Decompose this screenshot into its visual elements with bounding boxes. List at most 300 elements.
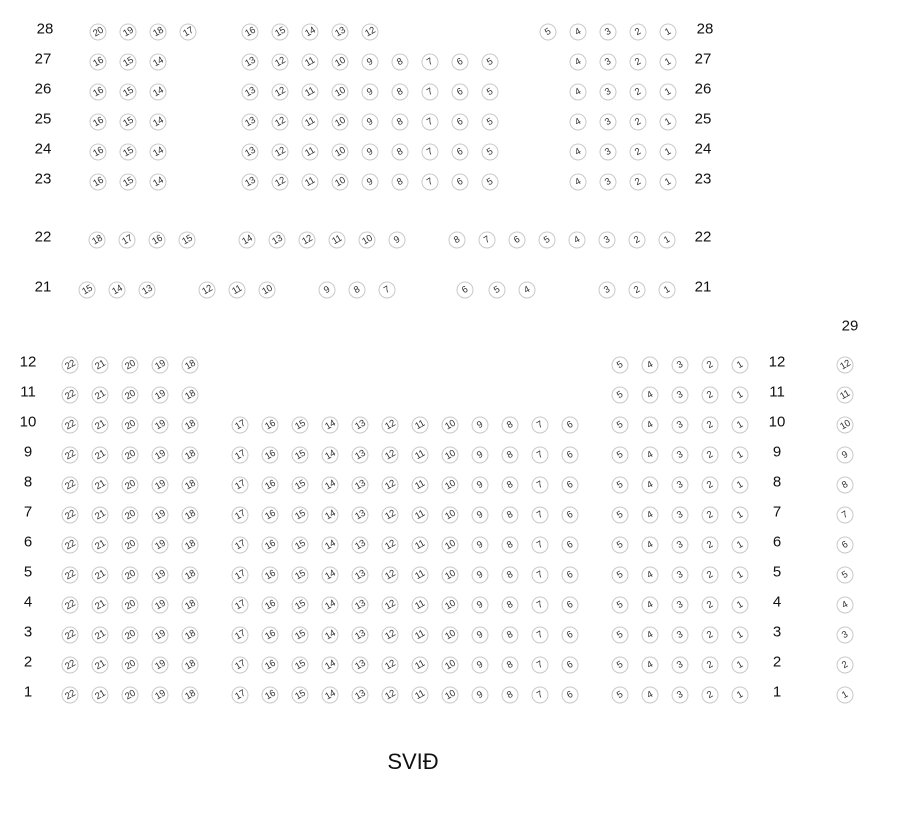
seat[interactable] bbox=[502, 567, 519, 584]
seat[interactable] bbox=[232, 597, 249, 614]
seat[interactable] bbox=[329, 232, 346, 249]
seat[interactable] bbox=[292, 567, 309, 584]
seat[interactable] bbox=[562, 687, 579, 704]
seat[interactable] bbox=[272, 174, 289, 191]
seat[interactable] bbox=[150, 114, 167, 131]
seat[interactable] bbox=[732, 597, 749, 614]
seat[interactable] bbox=[122, 387, 139, 404]
seat[interactable] bbox=[570, 144, 587, 161]
seat[interactable] bbox=[262, 657, 279, 674]
seat[interactable] bbox=[412, 567, 429, 584]
seat[interactable] bbox=[122, 537, 139, 554]
seat[interactable] bbox=[322, 417, 339, 434]
seat[interactable] bbox=[382, 597, 399, 614]
seat[interactable] bbox=[272, 84, 289, 101]
seat[interactable] bbox=[180, 24, 197, 41]
seat[interactable] bbox=[562, 657, 579, 674]
seat[interactable] bbox=[242, 24, 259, 41]
seat[interactable] bbox=[90, 114, 107, 131]
seat[interactable] bbox=[322, 627, 339, 644]
seat[interactable] bbox=[599, 232, 616, 249]
seat[interactable] bbox=[150, 54, 167, 71]
seat[interactable] bbox=[152, 447, 169, 464]
seat[interactable] bbox=[532, 477, 549, 494]
seat[interactable] bbox=[382, 537, 399, 554]
seat[interactable] bbox=[182, 687, 199, 704]
seat[interactable] bbox=[452, 54, 469, 71]
seat[interactable] bbox=[152, 477, 169, 494]
seat[interactable] bbox=[62, 567, 79, 584]
seat[interactable] bbox=[660, 144, 677, 161]
seat[interactable] bbox=[122, 687, 139, 704]
seat[interactable] bbox=[532, 687, 549, 704]
seat[interactable] bbox=[672, 537, 689, 554]
seat[interactable] bbox=[292, 417, 309, 434]
seat[interactable] bbox=[837, 387, 854, 404]
seat[interactable] bbox=[642, 537, 659, 554]
seat[interactable] bbox=[92, 387, 109, 404]
seat[interactable] bbox=[382, 567, 399, 584]
seat[interactable] bbox=[502, 537, 519, 554]
seat[interactable] bbox=[352, 687, 369, 704]
seat[interactable] bbox=[292, 537, 309, 554]
seat[interactable] bbox=[562, 537, 579, 554]
seat[interactable] bbox=[332, 114, 349, 131]
seat[interactable] bbox=[672, 627, 689, 644]
seat[interactable] bbox=[92, 657, 109, 674]
seat[interactable] bbox=[322, 657, 339, 674]
seat[interactable] bbox=[422, 144, 439, 161]
seat[interactable] bbox=[642, 597, 659, 614]
seat[interactable] bbox=[422, 174, 439, 191]
seat[interactable] bbox=[292, 627, 309, 644]
seat[interactable] bbox=[642, 507, 659, 524]
seat[interactable] bbox=[322, 477, 339, 494]
seat[interactable] bbox=[612, 357, 629, 374]
seat[interactable] bbox=[122, 507, 139, 524]
seat[interactable] bbox=[62, 417, 79, 434]
seat[interactable] bbox=[482, 84, 499, 101]
seat[interactable] bbox=[62, 357, 79, 374]
seat[interactable] bbox=[392, 174, 409, 191]
seat[interactable] bbox=[182, 417, 199, 434]
seat[interactable] bbox=[599, 282, 616, 299]
seat[interactable] bbox=[600, 174, 617, 191]
seat[interactable] bbox=[600, 114, 617, 131]
seat[interactable] bbox=[232, 657, 249, 674]
seat[interactable] bbox=[352, 417, 369, 434]
seat[interactable] bbox=[92, 567, 109, 584]
seat[interactable] bbox=[702, 357, 719, 374]
seat[interactable] bbox=[452, 144, 469, 161]
seat[interactable] bbox=[702, 417, 719, 434]
seat[interactable] bbox=[62, 537, 79, 554]
seat[interactable] bbox=[242, 174, 259, 191]
seat[interactable] bbox=[152, 597, 169, 614]
seat[interactable] bbox=[532, 537, 549, 554]
seat[interactable] bbox=[672, 357, 689, 374]
seat[interactable] bbox=[630, 174, 647, 191]
seat[interactable] bbox=[570, 84, 587, 101]
seat[interactable] bbox=[362, 84, 379, 101]
seat[interactable] bbox=[642, 657, 659, 674]
seat[interactable] bbox=[182, 627, 199, 644]
seat[interactable] bbox=[292, 447, 309, 464]
seat[interactable] bbox=[92, 597, 109, 614]
seat[interactable] bbox=[532, 447, 549, 464]
seat[interactable] bbox=[352, 447, 369, 464]
seat[interactable] bbox=[412, 477, 429, 494]
seat[interactable] bbox=[150, 144, 167, 161]
seat[interactable] bbox=[109, 282, 126, 299]
seat[interactable] bbox=[242, 144, 259, 161]
seat[interactable] bbox=[672, 687, 689, 704]
seat[interactable] bbox=[232, 537, 249, 554]
seat[interactable] bbox=[362, 24, 379, 41]
seat[interactable] bbox=[562, 447, 579, 464]
seat[interactable] bbox=[120, 114, 137, 131]
seat[interactable] bbox=[90, 54, 107, 71]
seat[interactable] bbox=[382, 687, 399, 704]
seat[interactable] bbox=[62, 387, 79, 404]
seat[interactable] bbox=[302, 174, 319, 191]
seat[interactable] bbox=[302, 144, 319, 161]
seat[interactable] bbox=[332, 144, 349, 161]
seat[interactable] bbox=[472, 537, 489, 554]
seat[interactable] bbox=[672, 417, 689, 434]
seat[interactable] bbox=[732, 447, 749, 464]
seat[interactable] bbox=[837, 357, 854, 374]
seat[interactable] bbox=[62, 447, 79, 464]
seat[interactable] bbox=[837, 567, 854, 584]
seat[interactable] bbox=[92, 507, 109, 524]
seat[interactable] bbox=[702, 507, 719, 524]
seat[interactable] bbox=[92, 627, 109, 644]
seat[interactable] bbox=[62, 657, 79, 674]
seat[interactable] bbox=[152, 507, 169, 524]
seat[interactable] bbox=[472, 507, 489, 524]
seat[interactable] bbox=[319, 282, 336, 299]
seat[interactable] bbox=[532, 567, 549, 584]
seat[interactable] bbox=[412, 687, 429, 704]
seat[interactable] bbox=[392, 84, 409, 101]
seat[interactable] bbox=[262, 597, 279, 614]
seat[interactable] bbox=[600, 54, 617, 71]
seat[interactable] bbox=[239, 232, 256, 249]
seat[interactable] bbox=[352, 477, 369, 494]
seat[interactable] bbox=[92, 477, 109, 494]
seat[interactable] bbox=[562, 417, 579, 434]
seat[interactable] bbox=[442, 477, 459, 494]
seat[interactable] bbox=[150, 174, 167, 191]
seat[interactable] bbox=[92, 447, 109, 464]
seat[interactable] bbox=[302, 114, 319, 131]
seat[interactable] bbox=[90, 84, 107, 101]
seat[interactable] bbox=[672, 597, 689, 614]
seat[interactable] bbox=[630, 24, 647, 41]
seat[interactable] bbox=[570, 54, 587, 71]
seat[interactable] bbox=[322, 447, 339, 464]
seat[interactable] bbox=[702, 477, 719, 494]
seat[interactable] bbox=[482, 174, 499, 191]
seat[interactable] bbox=[472, 447, 489, 464]
seat[interactable] bbox=[630, 144, 647, 161]
seat[interactable] bbox=[262, 447, 279, 464]
seat[interactable] bbox=[472, 597, 489, 614]
seat[interactable] bbox=[612, 687, 629, 704]
seat[interactable] bbox=[442, 507, 459, 524]
seat[interactable] bbox=[732, 387, 749, 404]
seat[interactable] bbox=[302, 54, 319, 71]
seat[interactable] bbox=[732, 687, 749, 704]
seat[interactable] bbox=[382, 447, 399, 464]
seat[interactable] bbox=[232, 447, 249, 464]
seat[interactable] bbox=[562, 597, 579, 614]
seat[interactable] bbox=[392, 114, 409, 131]
seat[interactable] bbox=[322, 537, 339, 554]
seat[interactable] bbox=[412, 597, 429, 614]
seat[interactable] bbox=[660, 84, 677, 101]
seat[interactable] bbox=[702, 447, 719, 464]
seat[interactable] bbox=[182, 507, 199, 524]
seat[interactable] bbox=[642, 387, 659, 404]
seat[interactable] bbox=[532, 417, 549, 434]
seat[interactable] bbox=[352, 537, 369, 554]
seat[interactable] bbox=[152, 357, 169, 374]
seat[interactable] bbox=[442, 417, 459, 434]
seat[interactable] bbox=[612, 537, 629, 554]
seat[interactable] bbox=[702, 627, 719, 644]
seat[interactable] bbox=[482, 54, 499, 71]
seat[interactable] bbox=[442, 537, 459, 554]
seat[interactable] bbox=[150, 84, 167, 101]
seat[interactable] bbox=[122, 477, 139, 494]
seat[interactable] bbox=[642, 687, 659, 704]
seat[interactable] bbox=[672, 387, 689, 404]
seat[interactable] bbox=[702, 657, 719, 674]
seat[interactable] bbox=[642, 447, 659, 464]
seat[interactable] bbox=[502, 597, 519, 614]
seat[interactable] bbox=[732, 627, 749, 644]
seat[interactable] bbox=[292, 597, 309, 614]
seat[interactable] bbox=[332, 54, 349, 71]
seat[interactable] bbox=[272, 24, 289, 41]
seat[interactable] bbox=[489, 282, 506, 299]
seat[interactable] bbox=[262, 567, 279, 584]
seat[interactable] bbox=[182, 447, 199, 464]
seat[interactable] bbox=[570, 24, 587, 41]
seat[interactable] bbox=[562, 627, 579, 644]
seat[interactable] bbox=[392, 144, 409, 161]
seat[interactable] bbox=[152, 567, 169, 584]
seat[interactable] bbox=[90, 174, 107, 191]
seat[interactable] bbox=[532, 507, 549, 524]
seat[interactable] bbox=[182, 537, 199, 554]
seat[interactable] bbox=[422, 84, 439, 101]
seat[interactable] bbox=[352, 627, 369, 644]
seat[interactable] bbox=[732, 537, 749, 554]
seat[interactable] bbox=[182, 387, 199, 404]
seat[interactable] bbox=[570, 174, 587, 191]
seat[interactable] bbox=[562, 567, 579, 584]
seat[interactable] bbox=[269, 232, 286, 249]
seat[interactable] bbox=[442, 657, 459, 674]
seat[interactable] bbox=[502, 447, 519, 464]
seat[interactable] bbox=[702, 387, 719, 404]
seat[interactable] bbox=[152, 387, 169, 404]
seat[interactable] bbox=[630, 54, 647, 71]
seat[interactable] bbox=[322, 567, 339, 584]
seat[interactable] bbox=[62, 627, 79, 644]
seat[interactable] bbox=[452, 114, 469, 131]
seat[interactable] bbox=[532, 627, 549, 644]
seat[interactable] bbox=[242, 84, 259, 101]
seat[interactable] bbox=[299, 232, 316, 249]
seat[interactable] bbox=[152, 537, 169, 554]
seat[interactable] bbox=[479, 232, 496, 249]
seat[interactable] bbox=[612, 387, 629, 404]
seat[interactable] bbox=[382, 657, 399, 674]
seat[interactable] bbox=[242, 54, 259, 71]
seat[interactable] bbox=[642, 567, 659, 584]
seat[interactable] bbox=[292, 507, 309, 524]
seat[interactable] bbox=[262, 627, 279, 644]
seat[interactable] bbox=[659, 232, 676, 249]
seat[interactable] bbox=[612, 477, 629, 494]
seat[interactable] bbox=[232, 507, 249, 524]
seat[interactable] bbox=[502, 417, 519, 434]
seat[interactable] bbox=[229, 282, 246, 299]
seat[interactable] bbox=[442, 447, 459, 464]
seat[interactable] bbox=[702, 537, 719, 554]
seat[interactable] bbox=[660, 24, 677, 41]
seat[interactable] bbox=[702, 687, 719, 704]
seat[interactable] bbox=[472, 567, 489, 584]
seat[interactable] bbox=[660, 54, 677, 71]
seat[interactable] bbox=[412, 417, 429, 434]
seat[interactable] bbox=[362, 144, 379, 161]
seat[interactable] bbox=[539, 232, 556, 249]
seat[interactable] bbox=[92, 357, 109, 374]
seat[interactable] bbox=[472, 657, 489, 674]
seat[interactable] bbox=[150, 24, 167, 41]
seat[interactable] bbox=[612, 507, 629, 524]
seat[interactable] bbox=[152, 657, 169, 674]
seat[interactable] bbox=[352, 567, 369, 584]
seat[interactable] bbox=[352, 657, 369, 674]
seat[interactable] bbox=[642, 357, 659, 374]
seat[interactable] bbox=[262, 507, 279, 524]
seat[interactable] bbox=[262, 417, 279, 434]
seat[interactable] bbox=[672, 477, 689, 494]
seat[interactable] bbox=[262, 687, 279, 704]
seat[interactable] bbox=[90, 24, 107, 41]
seat[interactable] bbox=[232, 627, 249, 644]
seat[interactable] bbox=[232, 417, 249, 434]
seat[interactable] bbox=[322, 687, 339, 704]
seat[interactable] bbox=[232, 567, 249, 584]
seat[interactable] bbox=[600, 84, 617, 101]
seat[interactable] bbox=[612, 447, 629, 464]
seat[interactable] bbox=[482, 144, 499, 161]
seat[interactable] bbox=[472, 477, 489, 494]
seat[interactable] bbox=[412, 657, 429, 674]
seat[interactable] bbox=[412, 507, 429, 524]
seat[interactable] bbox=[89, 232, 106, 249]
seat[interactable] bbox=[92, 537, 109, 554]
seat[interactable] bbox=[182, 357, 199, 374]
seat[interactable] bbox=[332, 24, 349, 41]
seat[interactable] bbox=[672, 447, 689, 464]
seat[interactable] bbox=[122, 657, 139, 674]
seat[interactable] bbox=[349, 282, 366, 299]
seat[interactable] bbox=[702, 597, 719, 614]
seat[interactable] bbox=[302, 84, 319, 101]
seat[interactable] bbox=[502, 657, 519, 674]
seat[interactable] bbox=[119, 232, 136, 249]
seat[interactable] bbox=[732, 477, 749, 494]
seat[interactable] bbox=[152, 687, 169, 704]
seat[interactable] bbox=[322, 597, 339, 614]
seat[interactable] bbox=[472, 687, 489, 704]
seat[interactable] bbox=[837, 627, 854, 644]
seat[interactable] bbox=[199, 282, 216, 299]
seat[interactable] bbox=[442, 597, 459, 614]
seat[interactable] bbox=[120, 54, 137, 71]
seat[interactable] bbox=[272, 114, 289, 131]
seat[interactable] bbox=[359, 232, 376, 249]
seat[interactable] bbox=[362, 114, 379, 131]
seat[interactable] bbox=[472, 627, 489, 644]
seat[interactable] bbox=[837, 507, 854, 524]
seat[interactable] bbox=[412, 537, 429, 554]
seat[interactable] bbox=[452, 174, 469, 191]
seat[interactable] bbox=[562, 507, 579, 524]
seat[interactable] bbox=[332, 174, 349, 191]
seat[interactable] bbox=[182, 567, 199, 584]
seat[interactable] bbox=[629, 232, 646, 249]
seat[interactable] bbox=[630, 114, 647, 131]
seat[interactable] bbox=[122, 447, 139, 464]
seat[interactable] bbox=[422, 114, 439, 131]
seat[interactable] bbox=[242, 114, 259, 131]
seat[interactable] bbox=[232, 687, 249, 704]
seat[interactable] bbox=[569, 232, 586, 249]
seat[interactable] bbox=[732, 567, 749, 584]
seat[interactable] bbox=[562, 477, 579, 494]
seat[interactable] bbox=[642, 477, 659, 494]
seat[interactable] bbox=[540, 24, 557, 41]
seat[interactable] bbox=[457, 282, 474, 299]
seat[interactable] bbox=[612, 567, 629, 584]
seat[interactable] bbox=[362, 174, 379, 191]
seat[interactable] bbox=[502, 477, 519, 494]
seat[interactable] bbox=[837, 417, 854, 434]
seat[interactable] bbox=[122, 357, 139, 374]
seat[interactable] bbox=[62, 597, 79, 614]
seat[interactable] bbox=[660, 114, 677, 131]
seat[interactable] bbox=[382, 417, 399, 434]
seat[interactable] bbox=[452, 84, 469, 101]
seat[interactable] bbox=[332, 84, 349, 101]
seat[interactable] bbox=[472, 417, 489, 434]
seat[interactable] bbox=[122, 627, 139, 644]
seat[interactable] bbox=[629, 282, 646, 299]
seat[interactable] bbox=[262, 537, 279, 554]
seat[interactable] bbox=[139, 282, 156, 299]
seat[interactable] bbox=[149, 232, 166, 249]
seat[interactable] bbox=[272, 144, 289, 161]
